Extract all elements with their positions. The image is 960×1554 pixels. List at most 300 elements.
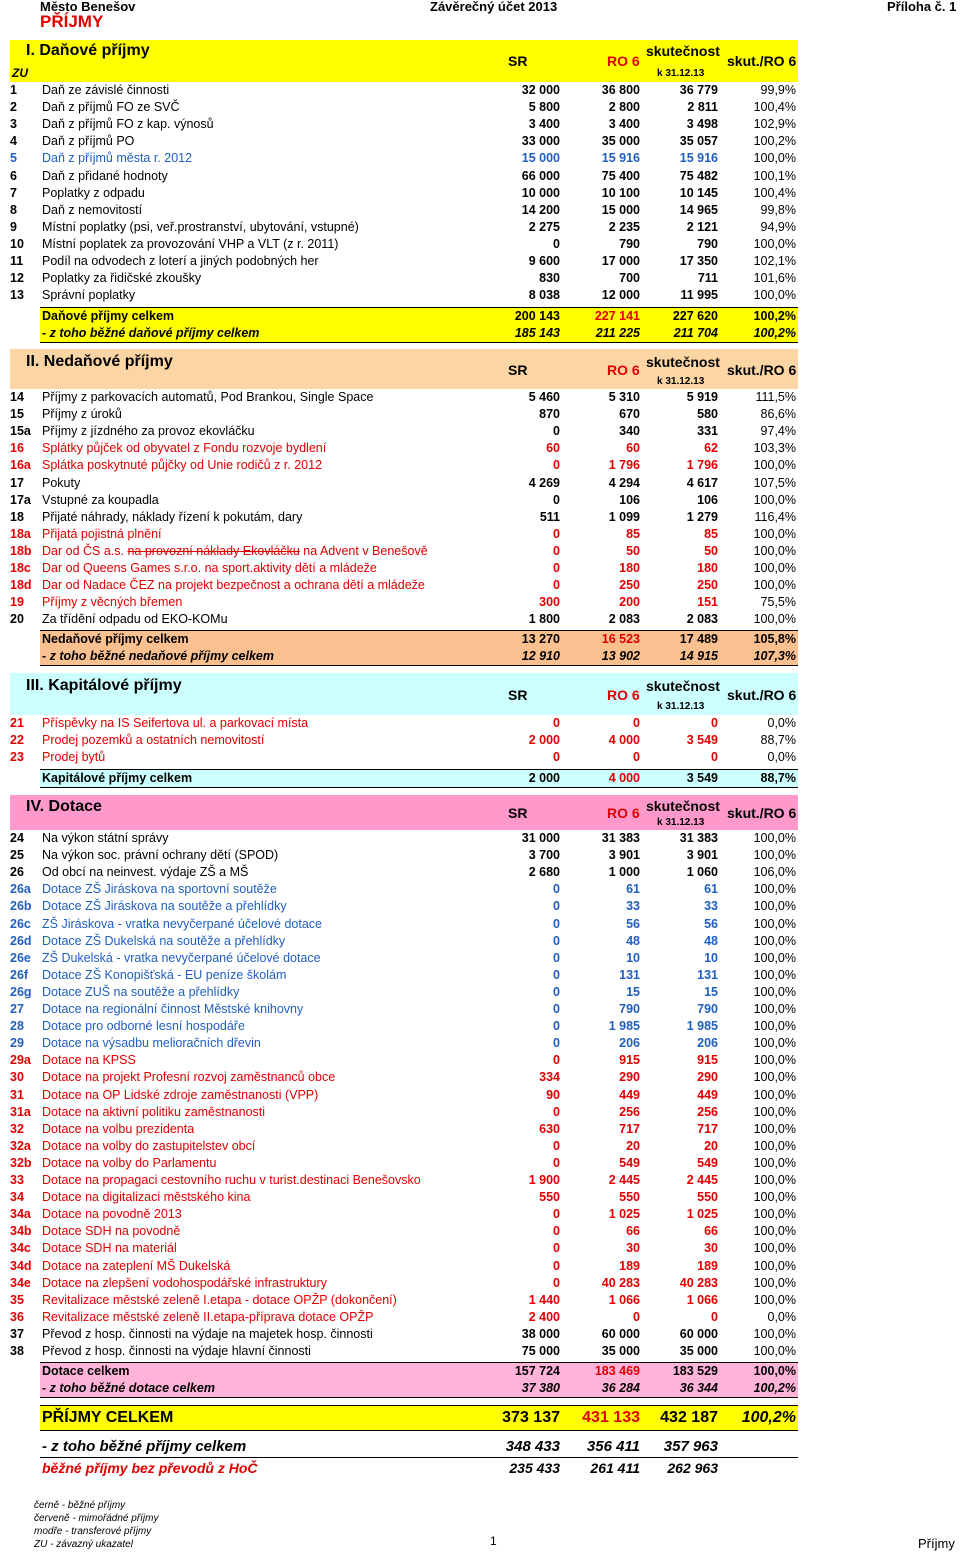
row-ro: 717	[619, 1121, 640, 1136]
table-row	[0, 526, 798, 543]
row-pct: 0,0%	[767, 1309, 796, 1324]
row-pct: 0,0%	[767, 750, 796, 764]
row-sk: 0	[711, 750, 718, 764]
row-ro: 50	[626, 543, 640, 558]
row-ro: 1 066	[608, 1292, 640, 1307]
row-label: Daň z příjmů města r. 2012	[42, 151, 193, 166]
col-pct: skut./RO 6	[727, 53, 797, 69]
row-number: 18d	[10, 578, 32, 593]
subtotal-pct: 107,3%	[753, 649, 796, 663]
row-number: 18	[10, 509, 24, 524]
row-sr: 9 600	[528, 254, 560, 268]
table-row	[0, 1292, 798, 1309]
row-label-tail: na Advent v Benešově	[299, 543, 428, 558]
col-skutecnost: skutečnost	[646, 678, 720, 694]
row-label: Za třídění odpadu od EKO-KOMu	[42, 612, 228, 627]
row-number: 3	[10, 117, 17, 132]
row-sk: 17 350	[679, 254, 718, 268]
row-sr: 3 700	[528, 848, 560, 863]
col-ro: RO 6	[607, 805, 640, 821]
subtotal-label: - z toho běžné dotace celkem	[42, 1381, 215, 1395]
grand-sub2-sk: 262 963	[667, 1460, 718, 1476]
row-sk: 85	[704, 526, 718, 541]
col-date: k 31.12.13	[657, 376, 705, 387]
legend-blue: modře - transferové příjmy	[34, 1526, 152, 1537]
table-row	[0, 543, 798, 560]
row-sr: 0	[553, 1104, 560, 1119]
grand-pct: 100,2%	[741, 1409, 796, 1426]
row-number: 38	[10, 1344, 24, 1358]
row-sk: 5 919	[686, 390, 718, 404]
row-sk: 4 617	[686, 475, 718, 490]
table-row	[0, 202, 798, 219]
grand-subtotal-row	[40, 1437, 798, 1458]
row-sk: 1 796	[686, 458, 718, 473]
row-sk: 206	[697, 1036, 718, 1051]
row-sr: 0	[553, 1053, 560, 1068]
subtotal-ro: 36 284	[601, 1381, 640, 1395]
zu-label: ZU	[12, 66, 28, 80]
row-pct: 100,0%	[753, 1292, 796, 1307]
row-ro: 5 310	[608, 390, 640, 404]
row-ro: 35 000	[601, 134, 640, 149]
col-pct: skut./RO 6	[727, 687, 797, 703]
row-sr: 511	[539, 509, 560, 524]
table-row	[0, 1223, 798, 1240]
row-label: Převod z hosp. činnosti na výdaje na majetek hosp. činnosti	[42, 1326, 373, 1341]
table-row	[0, 457, 798, 474]
row-sr: 15 000	[521, 151, 560, 166]
row-sr: 2 000	[528, 733, 560, 747]
table-row	[0, 715, 798, 732]
subtotal-ro: 211 225	[595, 326, 640, 340]
row-label: Dotace na povodně 2013	[42, 1207, 182, 1222]
row-number: 31a	[10, 1104, 31, 1119]
row-pct: 101,6%	[753, 271, 796, 286]
table-row	[0, 168, 798, 185]
row-ro: 10	[626, 950, 640, 965]
row-sr: 0	[553, 1207, 560, 1222]
row-sr: 0	[553, 716, 560, 730]
grants-total-row	[40, 1362, 798, 1380]
row-ro: 2 445	[608, 1173, 640, 1187]
table-row	[0, 423, 798, 440]
row-label: Dar od ČS a.s. na provozní náklady Ekovláčku na Advent v Benešově	[42, 543, 428, 558]
row-label: Daň z příjmů FO ze SVČ	[42, 100, 180, 115]
row-label: Podíl na odvodech z loterí a jiných podobných her	[42, 254, 319, 268]
row-number: 26c	[10, 916, 31, 931]
table-row	[0, 185, 798, 202]
row-label: Dotace na aktivní politiku zaměstnanosti	[42, 1104, 266, 1119]
row-ro: 449	[619, 1087, 640, 1102]
row-pct: 100,0%	[753, 1036, 796, 1051]
row-pct: 100,0%	[753, 1087, 796, 1102]
row-number: 18c	[10, 561, 31, 575]
total-sk: 227 620	[672, 309, 718, 323]
grand-sub2-label: běžné příjmy bez převodů z HoČ	[42, 1460, 258, 1476]
row-label: Dotace ZŠ Dukelská na soutěže a přehlídky	[42, 933, 286, 948]
row-sr: 66 000	[521, 168, 560, 183]
row-label: ZŠ Jiráskova - vratka nevyčerpané účelové dotace	[42, 916, 322, 931]
row-number: 17a	[10, 492, 31, 507]
table-row	[0, 933, 798, 950]
row-sr: 31 000	[521, 831, 560, 845]
row-sr: 300	[539, 595, 560, 610]
table-row	[0, 1172, 798, 1189]
total-sr: 2 000	[528, 771, 560, 785]
row-number: 34	[10, 1190, 24, 1205]
row-ro: 670	[619, 407, 640, 422]
row-number: 32a	[10, 1138, 31, 1153]
row-sk: 3 498	[686, 117, 718, 132]
row-label: Dotace na digitalizaci městského kina	[42, 1190, 251, 1205]
grand-subtotal2-row	[40, 1458, 798, 1478]
row-pct: 99,9%	[760, 83, 796, 97]
row-label: Dotace na OP Lidské zdroje zaměstnanosti (VPP)	[42, 1087, 319, 1102]
table-row	[0, 406, 798, 423]
row-ro: 3 901	[608, 848, 640, 863]
row-number: 34c	[10, 1241, 31, 1256]
row-number: 25	[10, 848, 24, 863]
table-row	[0, 1240, 798, 1257]
row-pct: 100,0%	[753, 1190, 796, 1205]
total-label: Nedaňové příjmy celkem	[42, 632, 189, 646]
row-pct: 100,0%	[753, 288, 796, 303]
table-row	[0, 560, 798, 577]
row-label: Dotace ZŠ Jiráskova na soutěže a přehlídky	[42, 899, 287, 914]
row-pct: 100,0%	[753, 831, 796, 845]
row-sr: 830	[539, 271, 560, 286]
subtotal-sk: 211 704	[673, 326, 718, 340]
row-sr: 4 269	[528, 475, 560, 490]
row-ro: 33	[626, 899, 640, 914]
col-sr: SR	[508, 805, 528, 821]
table-row	[0, 1309, 798, 1326]
row-sk: 3 901	[686, 848, 718, 863]
row-number: 16a	[10, 458, 31, 473]
row-pct: 100,0%	[753, 1104, 796, 1119]
row-ro: 550	[619, 1190, 640, 1205]
table-row	[0, 830, 798, 847]
row-sr: 10 000	[521, 185, 560, 200]
row-label: ZŠ Dukelská - vratka nevyčerpané účelové dotace	[42, 950, 321, 965]
table-row	[0, 1275, 798, 1292]
total-sr: 200 143	[514, 309, 560, 323]
table-row	[0, 1035, 798, 1052]
row-pct: 100,0%	[753, 612, 796, 627]
total-sk: 3 549	[686, 771, 718, 785]
row-pct: 100,0%	[753, 1173, 796, 1187]
row-sr: 0	[553, 916, 560, 931]
subtotal-sk: 14 915	[679, 649, 718, 663]
total-sr: 157 724	[514, 1364, 560, 1378]
row-sr: 3 400	[528, 117, 560, 132]
row-pct: 100,0%	[753, 1344, 796, 1358]
row-ro: 10 100	[601, 185, 640, 200]
row-number: 27	[10, 1002, 24, 1016]
section-nontax-header	[10, 349, 798, 389]
footer-label: Příjmy	[918, 1536, 955, 1551]
row-sk: 1 066	[686, 1292, 718, 1307]
row-sr: 0	[553, 1138, 560, 1153]
row-pct: 100,0%	[753, 848, 796, 863]
row-label: Revitalizace městské zeleně II.etapa-příprava dotace OPŽP	[42, 1309, 374, 1324]
row-sr: 2 275	[528, 219, 560, 234]
row-ro: 2 083	[608, 612, 640, 627]
row-sr: 0	[553, 236, 560, 251]
row-sr: 0	[553, 750, 560, 764]
row-pct: 99,8%	[760, 202, 796, 217]
grand-sub2-sr: 235 433	[509, 1460, 560, 1476]
row-sr: 0	[553, 950, 560, 965]
row-pct: 100,2%	[753, 134, 796, 149]
row-sk: 56	[704, 916, 718, 931]
row-sk: 717	[697, 1121, 718, 1136]
row-label: Příjmy z úroků	[42, 407, 122, 422]
grand-sr: 373 137	[502, 1409, 560, 1426]
row-number: 26	[10, 865, 24, 880]
row-number: 28	[10, 1019, 24, 1034]
row-label: Daň ze závislé činnosti	[42, 83, 170, 97]
row-sr: 8 038	[528, 288, 560, 303]
row-number: 23	[10, 750, 24, 764]
row-ro: 180	[619, 561, 640, 575]
col-pct: skut./RO 6	[727, 362, 797, 378]
row-label: Dotace SDH na materiál	[42, 1241, 177, 1256]
row-number: 15a	[10, 424, 31, 439]
row-sr: 0	[553, 899, 560, 914]
row-ro: 340	[619, 424, 640, 439]
table-row	[0, 253, 798, 270]
subtotal-sk: 36 344	[679, 1381, 718, 1395]
row-sk: 0	[711, 1309, 718, 1324]
col-skutecnost: skutečnost	[646, 354, 720, 370]
total-sk: 183 529	[672, 1364, 718, 1378]
row-pct: 100,0%	[753, 151, 796, 166]
row-sk: 66	[704, 1224, 718, 1239]
row-label: Na výkon státní správy	[42, 831, 169, 845]
row-pct: 75,5%	[760, 595, 796, 610]
row-sk: 31 383	[679, 831, 718, 845]
row-sk: 61	[704, 882, 718, 897]
subtotal-label: - z toho běžné daňové příjmy celkem	[42, 326, 260, 340]
row-number: 34b	[10, 1224, 32, 1239]
subtotal-label: - z toho běžné nedaňové příjmy celkem	[42, 649, 275, 663]
row-sk: 10	[704, 950, 718, 965]
header-city: Město Benešov	[40, 0, 136, 14]
table-row	[0, 594, 798, 611]
row-sk: 106	[697, 492, 718, 507]
table-row	[0, 1138, 798, 1155]
table-row	[0, 611, 798, 628]
row-sk: 15	[704, 984, 718, 999]
row-label: Dotace ZŠ Konopišťská - EU peníze školám	[42, 967, 287, 982]
row-sk: 711	[697, 271, 718, 286]
row-ro: 290	[619, 1070, 640, 1085]
row-label: Dotace ZUŠ na soutěže a přehlídky	[42, 984, 240, 999]
row-pct: 100,0%	[753, 561, 796, 575]
section-tax-header	[10, 40, 798, 82]
row-label: Dar od Queens Games s.r.o. na sport.aktivity dětí a mládeže	[42, 561, 377, 575]
row-sk: 62	[704, 441, 718, 456]
row-label: Dotace na regionální činnost Městské knihovny	[42, 1002, 304, 1016]
section-title: III. Kapitálové příjmy	[26, 677, 182, 694]
row-ro: 48	[626, 933, 640, 948]
row-ro: 35 000	[601, 1344, 640, 1358]
grand-sub-sr: 348 433	[505, 1438, 560, 1455]
row-ro: 75 400	[601, 168, 640, 183]
row-number: 9	[10, 219, 17, 234]
row-label: Pokuty	[42, 475, 81, 490]
row-pct: 100,0%	[753, 492, 796, 507]
row-sk: 1 060	[686, 865, 718, 880]
row-sk: 1 985	[686, 1019, 718, 1034]
col-sr: SR	[508, 687, 528, 703]
row-number: 34d	[10, 1258, 32, 1273]
row-label: Prodej pozemků a ostatních nemovitostí	[42, 733, 265, 747]
row-sr: 0	[553, 1155, 560, 1170]
row-ro: 131	[619, 967, 640, 982]
row-ro: 36 800	[601, 83, 640, 97]
row-label: Dotace na zateplení MŠ Dukelská	[42, 1258, 231, 1273]
row-label: Převod z hosp. činnosti na výdaje hlavní činnosti	[42, 1344, 311, 1358]
row-sk: 36 779	[679, 83, 718, 97]
row-label: Dotace na zlepšení vodohospodářské infrastruktury	[42, 1275, 327, 1290]
row-sk: 2 083	[686, 612, 718, 627]
row-number: 22	[10, 733, 24, 747]
row-pct: 100,0%	[753, 526, 796, 541]
row-ro: 31 383	[601, 831, 640, 845]
row-sk: 2 811	[687, 100, 718, 115]
table-row	[0, 509, 798, 526]
row-pct: 100,0%	[753, 1002, 796, 1016]
col-date: k 31.12.13	[657, 817, 705, 828]
row-sr: 33 000	[521, 134, 560, 149]
row-sr: 0	[553, 1241, 560, 1256]
row-ro: 40 283	[601, 1275, 640, 1290]
col-sr: SR	[508, 53, 528, 69]
legend-zu: ZU - závazný ukazatel	[34, 1539, 133, 1550]
total-pct: 100,2%	[753, 309, 796, 323]
grand-sub-ro: 356 411	[586, 1438, 640, 1455]
row-number: 20	[10, 612, 24, 627]
row-pct: 102,9%	[753, 117, 796, 132]
subtotal-sr: 185 143	[514, 326, 560, 340]
row-sk: 75 482	[679, 168, 718, 183]
row-label: Příjmy z věcných břemen	[42, 595, 183, 610]
row-label: Daň z příjmů PO	[42, 134, 135, 149]
row-ro: 189	[619, 1258, 640, 1273]
row-label: Poplatky z odpadu	[42, 185, 145, 200]
row-ro: 60	[626, 441, 640, 456]
row-pct: 100,0%	[753, 967, 796, 982]
row-sr: 0	[553, 424, 560, 439]
row-sr: 0	[553, 1036, 560, 1051]
row-number: 17	[10, 475, 24, 490]
row-number: 4	[10, 134, 17, 149]
row-pct: 100,0%	[753, 1138, 796, 1153]
table-row	[0, 492, 798, 509]
row-pct: 100,0%	[753, 236, 796, 251]
row-number: 34e	[10, 1275, 31, 1290]
row-sr: 0	[553, 561, 560, 575]
row-pct: 86,6%	[760, 407, 796, 422]
row-label: Revitalizace městské zeleně I.etapa - dotace OPŽP (dokončení)	[42, 1292, 397, 1307]
row-pct: 100,0%	[753, 882, 796, 897]
row-number: 37	[10, 1326, 24, 1341]
row-label: Prodej bytů	[42, 750, 106, 764]
row-ro: 256	[619, 1104, 640, 1119]
tax-subtotal-row	[40, 325, 798, 343]
row-number: 6	[10, 168, 17, 183]
total-ro: 183 469	[594, 1364, 640, 1378]
row-pct: 111,5%	[755, 390, 796, 404]
row-ro: 1 796	[608, 458, 640, 473]
row-ro: 12 000	[601, 288, 640, 303]
row-pct: 100,0%	[753, 1019, 796, 1034]
row-sr: 0	[553, 526, 560, 541]
row-label: Dotace na KPSS	[42, 1053, 136, 1068]
row-sr: 1 440	[528, 1292, 560, 1307]
subtotal-pct: 100,2%	[753, 326, 796, 340]
row-label: Daň z nemovitostí	[42, 202, 143, 217]
row-number: 26f	[10, 967, 29, 982]
row-number: 35	[10, 1292, 24, 1307]
row-sr: 0	[553, 1258, 560, 1273]
row-number: 29a	[10, 1053, 31, 1068]
row-sr: 32 000	[521, 83, 560, 97]
subtotal-sr: 12 910	[521, 649, 560, 663]
row-pct: 100,0%	[753, 933, 796, 948]
row-sk: 2 121	[686, 219, 718, 234]
row-sr: 334	[539, 1070, 560, 1085]
table-row	[0, 116, 798, 133]
row-sk: 50	[704, 543, 718, 558]
table-row	[0, 1206, 798, 1223]
row-sk: 180	[697, 561, 718, 575]
row-sr: 0	[553, 882, 560, 897]
row-pct: 94,9%	[760, 219, 796, 234]
row-number: 13	[10, 288, 24, 303]
row-sk: 580	[697, 407, 718, 422]
row-number: 26e	[10, 950, 31, 965]
row-pct: 100,0%	[753, 1155, 796, 1170]
grand-sub-label: - z toho běžné příjmy celkem	[42, 1438, 247, 1455]
row-label: Správní poplatky	[42, 288, 136, 303]
row-sk: 1 279	[686, 509, 718, 524]
col-ro: RO 6	[607, 53, 640, 69]
row-sk: 449	[697, 1087, 718, 1102]
row-ro: 56	[626, 916, 640, 931]
grand-sk: 432 187	[660, 1409, 718, 1426]
row-sk: 256	[697, 1104, 718, 1119]
table-row	[0, 1258, 798, 1275]
row-number: 8	[10, 202, 17, 217]
row-sr: 2 680	[528, 865, 560, 880]
row-number: 10	[10, 236, 24, 251]
row-ro: 17 000	[601, 254, 640, 268]
row-sr: 0	[553, 1224, 560, 1239]
row-sr: 0	[553, 1019, 560, 1034]
row-label: Splátky půjček od obyvatel z Fondu rozvoje bydlení	[42, 441, 327, 456]
row-sk: 2 445	[686, 1173, 718, 1187]
row-ro: 30	[626, 1241, 640, 1256]
section-title: I. Daňové příjmy	[26, 42, 150, 59]
row-sk: 290	[697, 1070, 718, 1085]
row-label: Poplatky za řidičské zkoušky	[42, 271, 202, 286]
row-sr: 0	[553, 1002, 560, 1016]
row-label: Místní poplatky (psi, veř.prostranství, ubytování, vstupné)	[42, 219, 359, 234]
